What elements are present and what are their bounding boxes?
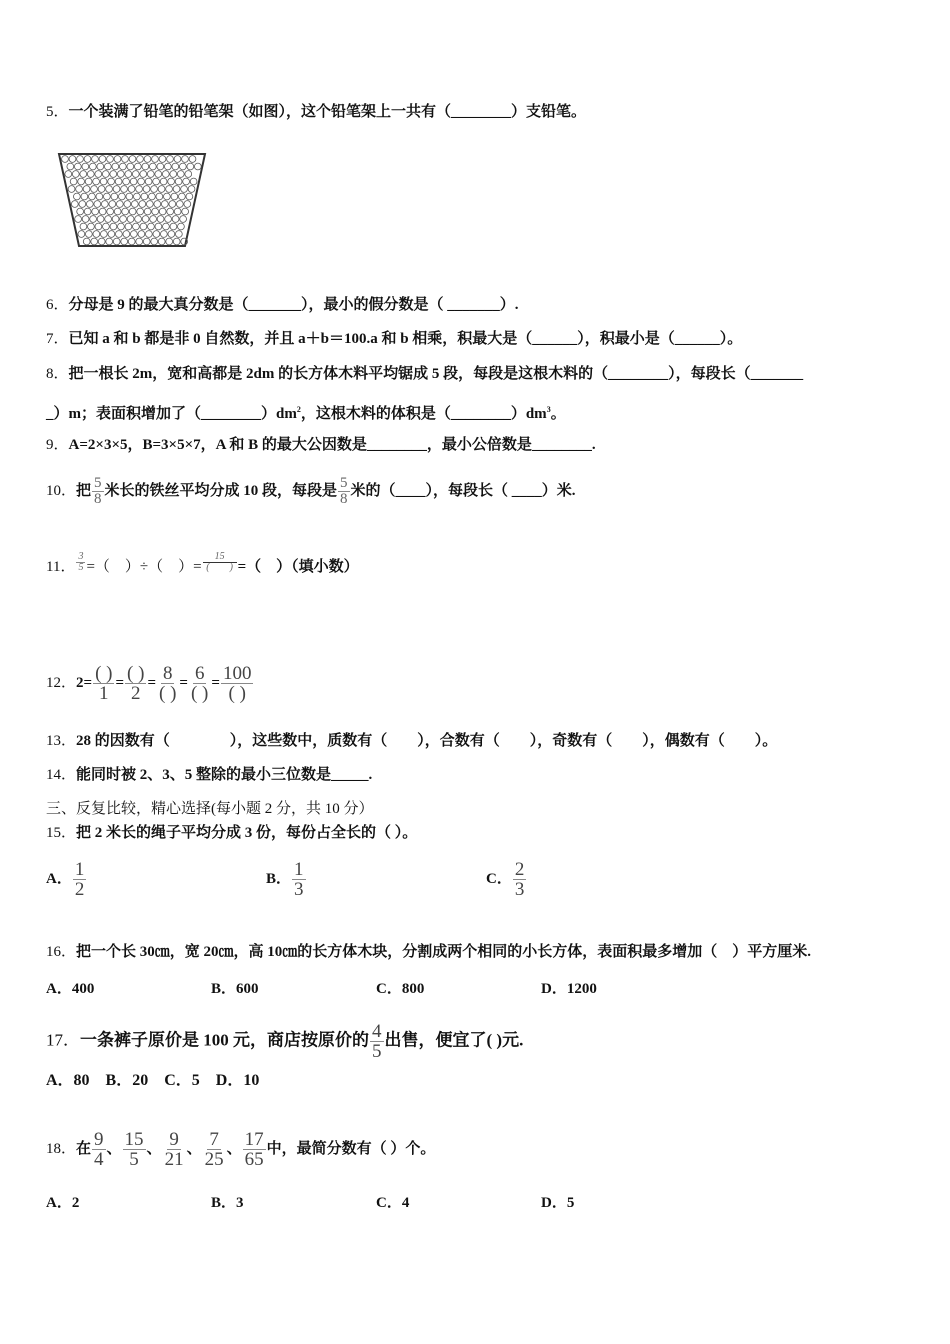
fraction: $\frac{5}{8}$ (340, 475, 348, 507)
numerator: 7 (209, 1129, 219, 1150)
numerator: 9 (169, 1129, 179, 1150)
question-15: 15．把 2 米长的绳子平均分成 3 份，每份占全长的（ ）。 (46, 825, 418, 841)
denominator: 3 (294, 879, 304, 900)
numerator: 9 (94, 1129, 104, 1150)
option (266, 860, 307, 899)
option (46, 860, 87, 899)
denominator: ( ) (228, 683, 246, 704)
fraction: $\frac{5}{8}$ (94, 475, 102, 507)
equals-sign: = (179, 674, 188, 691)
numerator: ( ) (127, 663, 145, 684)
equals-sign: = (211, 674, 220, 691)
option: D．5 (541, 1195, 575, 1211)
option: C．800 (376, 981, 425, 997)
fraction (123, 1130, 146, 1169)
fraction (243, 1130, 266, 1169)
question-14: 14．能同时被 2、3、5 整除的最小三位数是_____. (46, 767, 373, 783)
option (486, 860, 527, 899)
denominator: 21 (164, 1149, 184, 1170)
denominator: 5 (129, 1149, 139, 1170)
fraction (221, 664, 254, 703)
option: B．600 (211, 981, 259, 997)
fraction (163, 1130, 186, 1169)
fraction (93, 664, 114, 703)
numerator: 6 (194, 663, 205, 684)
denominator: 4 (94, 1149, 104, 1170)
numerator: 8 (162, 663, 173, 684)
question-6: 6．分母是 9 的最大真分数是（_______），最小的假分数是（ _______）. (46, 297, 519, 313)
fraction (125, 664, 146, 703)
numerator: 2 (514, 859, 525, 880)
option: B．3 (211, 1195, 244, 1211)
denominator: ( ) (190, 683, 209, 704)
fraction (92, 1130, 106, 1169)
numerator: 15 (124, 1129, 144, 1150)
numerator: 17 (244, 1129, 264, 1150)
option: A．2 (46, 1195, 80, 1211)
equals-sign: = (115, 674, 125, 691)
separator: 、 (106, 1140, 122, 1157)
question-5: 5．一个装满了铅笔的铅笔架（如图），这个铅笔架上一共有（________）支铅笔。 (46, 104, 587, 120)
fraction (292, 860, 306, 899)
fraction: $\frac{3}{5}$ (78, 551, 84, 573)
fraction (157, 664, 178, 703)
option: A．400 (46, 981, 95, 997)
numerator: ( ) (95, 663, 113, 684)
question-17: 17．一条裤子原价是 100 元，商店按原价的 $\frac{4}{5}$ 出售，便宜了( )元. (46, 1021, 524, 1062)
pencil-rack-figure (57, 150, 207, 248)
option-label: C． (486, 870, 512, 887)
numerator: 1 (74, 859, 85, 880)
question-13: 13．28 的因数有（ ），这些数中，质数有（ ），合数有（ ），奇数有（ ），偶数有（ ）。 (46, 733, 778, 749)
question-11: 11． $\frac{3}{5}$ =（ ）÷（ ）= $\frac{15}{( )}$ =（ ）（填小数） (46, 551, 359, 575)
denominator: ( ) (159, 683, 177, 704)
fraction (203, 1130, 226, 1169)
denominator: 25 (204, 1149, 224, 1170)
separator: 、 (146, 1140, 162, 1157)
denominator: 2 (131, 683, 141, 704)
fraction: $\frac{4}{5}$ (372, 1021, 382, 1062)
numerator: 1 (294, 859, 304, 880)
question-16: 16．把一个长 30㎝，宽 20㎝，高 10㎝的长方体木块，分割成两个相同的小长方体，表面积最多增加（ ）平方厘米. (46, 944, 812, 960)
fraction (513, 860, 527, 899)
option: D．1200 (541, 981, 597, 997)
fraction: $\frac{15}{( )}$ (203, 552, 237, 573)
denominator: 2 (74, 879, 85, 900)
question-7: 7．已知 a 和 b 都是非 0 自然数，并且 a＋b＝100.a 和 b 相乘，积最大是（______），积最小是（______）。 (46, 331, 743, 347)
question-9: 9．A=2×3×5，B=3×5×7，A 和 B 的最大公因数是________，最小公倍数是________. (46, 437, 596, 453)
question-8: 8．把一根长 2m，宽和高都是 2dm 的长方体木料平均锯成 5 段，每段是这根木料的（________），每段长（_______ (46, 366, 804, 382)
question-18: 18．在 $\frac{9}{4}$ 、 $\frac{15}{5}$ 、 $\frac{9}{21}$ 、 $\frac{7}{25}$ 、 $\frac{17}{65}$ 中，最简分数有（ ）个。 (46, 1129, 436, 1170)
denominator: 1 (99, 683, 109, 704)
question-10: 10．把 $\frac{5}{8}$ 米长的铁丝平均分成 10 段，每段是 $\frac{5}{8}$ 米的（____），每段长（ ____）米. (46, 475, 576, 507)
question-8-cont: _）m；表面积增加了$(\_\_\_\_\_\_\_\_)dm^2$，这根木料的体积是$(\_\_\_\_\_\_\_\_)dm^3$。 (46, 405, 566, 422)
denominator: 65 (244, 1149, 264, 1170)
option-label: B． (266, 870, 292, 887)
fraction (189, 664, 210, 703)
separator: 、 (226, 1140, 242, 1157)
separator: 、 (186, 1140, 202, 1157)
section-3-heading: 三、反复比较，精心选择(每小题 2 分，共 10 分） (46, 801, 374, 817)
question-text: 中，最简分数有（ ）个。 (266, 1140, 436, 1157)
denominator: 3 (514, 879, 525, 900)
fraction (73, 860, 87, 899)
question-17-options: A．80 B．20 C．5 D．10 (46, 1072, 260, 1089)
question-12: 12．2= $\frac{( )}{1}$ = $\frac{( )}{2}$ = $\frac{8}{( )}$ = $\frac{6}{( )}$ = $\frac{100}{( )}$ (46, 663, 252, 704)
option-label: A． (46, 870, 72, 887)
numerator: 100 (222, 663, 252, 684)
option: C．4 (376, 1195, 410, 1211)
equals-sign: = (147, 674, 157, 691)
